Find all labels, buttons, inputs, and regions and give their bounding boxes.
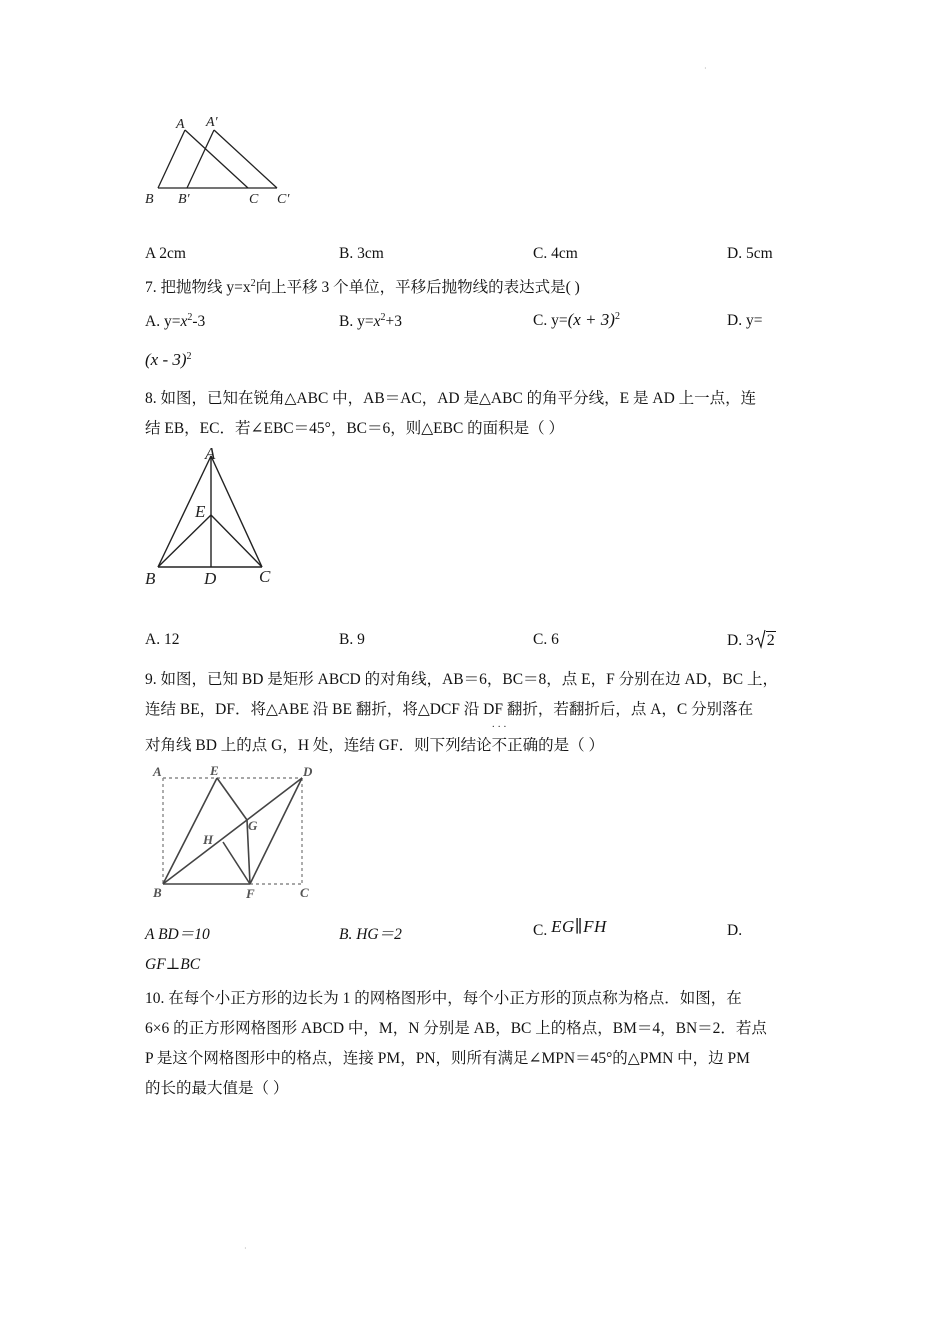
- q8-label-e: E: [195, 502, 206, 521]
- q7-stem-exponent: 2: [250, 277, 256, 289]
- q9-option-d: D.: [727, 922, 743, 939]
- q6-option-c: C. 4cm: [533, 245, 578, 262]
- q9-stem-line3: [145, 733, 604, 755]
- q9-label-a: A: [153, 764, 162, 779]
- q9-rectangle-fold-figure: [145, 762, 320, 902]
- q9-stem-line1: 9. 如图，已知 BD 是矩形 ABCD 的对角线，AB＝6，BC＝8，点 E，F 分别在边 AD，BC 上，: [145, 671, 778, 688]
- q7-stem: [145, 275, 580, 297]
- q6-label-b: B: [145, 192, 154, 207]
- q6-side-ab: [158, 130, 185, 188]
- q9-label-c: C: [300, 885, 309, 900]
- q6-side-a2b2: [187, 130, 214, 188]
- q6-option-a: A 2cm: [145, 245, 186, 262]
- q7-option-a-label: A. y=: [145, 313, 181, 331]
- q6-label-c: C: [249, 192, 259, 207]
- q6-label-a-prime: A′: [206, 115, 218, 130]
- page-mark-top: ·: [704, 64, 707, 73]
- q8-stem-line1: 8. 如图，已知在锐角△ABC 中，AB＝AC，AD 是△ABC 的角平分线，E 是 AD 上一点，连: [145, 390, 757, 407]
- q10-stem-line2: 6×6 的正方形网格图形 ABCD 中，M，N 分别是 AB，BC 上的格点，BM＝4，BN＝2．若点: [145, 1020, 767, 1037]
- q7-option-c: [533, 310, 620, 330]
- q7-option-a-tail: -3: [192, 313, 206, 331]
- q6-side-ac: [185, 130, 248, 188]
- q7-stem-text-b: 向上平移 3 个单位，平移后抛物线的表达式是( ): [255, 279, 580, 296]
- q7-option-b-tail: +3: [385, 313, 402, 331]
- q9-stem-line2: 连结 BE，DF．将△ABE 沿 BE 翻折，将△DCF 沿 DF 翻折，若翻折后，点 A，C 分别落在: [145, 701, 754, 718]
- q8-label-c: C: [259, 567, 271, 586]
- q8-option-d-radicand: 2: [766, 632, 775, 649]
- q6-label-c-prime: C′: [277, 192, 290, 207]
- q6-label-b-prime: B′: [178, 192, 190, 207]
- q7-stem-text-a: 7. 把抛物线 y=x: [145, 279, 251, 296]
- q7-option-c-label: C. y=: [533, 312, 568, 329]
- q6-label-a: A: [176, 117, 185, 132]
- q9-option-c-expr: EG∥FH: [551, 917, 607, 936]
- q7-option-b: [339, 312, 402, 331]
- q9-option-c: [533, 917, 607, 940]
- q10-stem-line3: P 是这个网格图形中的格点，连接 PM，PN，则所有满足∠MPN＝45°的△PMN 中，边 PM: [145, 1050, 750, 1067]
- q7-option-b-exp: 2: [380, 312, 386, 323]
- sqrt-icon: [754, 629, 766, 649]
- q8-segment-ec: [211, 515, 262, 567]
- q8-side-ac: [211, 456, 262, 567]
- q6-translation-figure: [140, 110, 310, 210]
- q8-option-d-label: D. 3: [727, 632, 754, 649]
- q9-label-d: D: [303, 764, 313, 779]
- q10-stem-line4: 的长的最大值是（ ）: [145, 1080, 289, 1097]
- q9-segment-be: [163, 778, 217, 884]
- q8-option-b: B. 9: [339, 631, 365, 648]
- q9-label-h: H: [203, 832, 214, 847]
- q6-option-d: D. 5cm: [727, 245, 773, 262]
- q8-label-a: A: [205, 444, 216, 463]
- q9-option-c-label: C.: [533, 922, 548, 939]
- q8-label-d: D: [204, 569, 217, 588]
- q7-option-d-exp: 2: [186, 350, 192, 362]
- q9-stem-line3-b: 的是（ ）: [538, 737, 605, 754]
- q7-option-c-exp: 2: [614, 310, 620, 322]
- q7-option-a-var: x: [180, 313, 188, 331]
- q10-stem-line1: 10. 在每个小正方形的边长为 1 的网格图形中，每个小正方形的顶点称为格点．如图，在: [145, 990, 742, 1007]
- q6-side-a2c2: [214, 130, 277, 188]
- q7-option-c-expr: (x + 3): [567, 310, 615, 329]
- q9-label-f: F: [246, 886, 255, 901]
- q7-option-a: [145, 312, 205, 331]
- q8-option-c: C. 6: [533, 631, 559, 648]
- q9-option-b: B. HG＝2: [339, 926, 402, 943]
- q9-emphasis-not-correct: 不正确 · · ·: [492, 733, 539, 755]
- q6-option-b: B. 3cm: [339, 245, 384, 262]
- q7-option-b-label: B. y=: [339, 313, 374, 331]
- q7-option-a-exp: 2: [187, 312, 193, 323]
- q9-option-d-continuation: GF⊥BC: [145, 956, 201, 973]
- q8-segment-eb: [158, 515, 211, 567]
- q9-diagonal-bd: [163, 778, 302, 884]
- q9-label-b: B: [153, 885, 162, 900]
- q7-option-b-var: x: [373, 313, 381, 331]
- page-mark-bottom: ·: [244, 1244, 247, 1253]
- q7-option-d: D. y=: [727, 312, 763, 329]
- q9-segment-hf: [223, 842, 250, 884]
- q7-option-d-expression: [145, 350, 192, 370]
- q7-option-d-expr: (x - 3): [145, 350, 187, 369]
- q9-label-g: G: [248, 818, 258, 833]
- q9-segment-fd: [250, 778, 302, 884]
- q8-label-b: B: [145, 569, 156, 588]
- q8-stem-line2: 结 EB，EC．若∠EBC＝45°，BC＝6，则△EBC 的面积是（ ）: [145, 420, 565, 437]
- q9-segment-eg: [217, 778, 247, 820]
- q8-option-a: A. 12: [145, 631, 180, 648]
- q8-option-d: [727, 629, 776, 650]
- q9-stem-line3-a: 对角线 BD 上的点 G，H 处，连结 GF．则下列结论: [145, 737, 492, 754]
- q8-isosceles-triangle-figure: [140, 443, 280, 593]
- q9-option-a: A BD＝10: [145, 926, 210, 943]
- q9-label-e: E: [210, 763, 219, 778]
